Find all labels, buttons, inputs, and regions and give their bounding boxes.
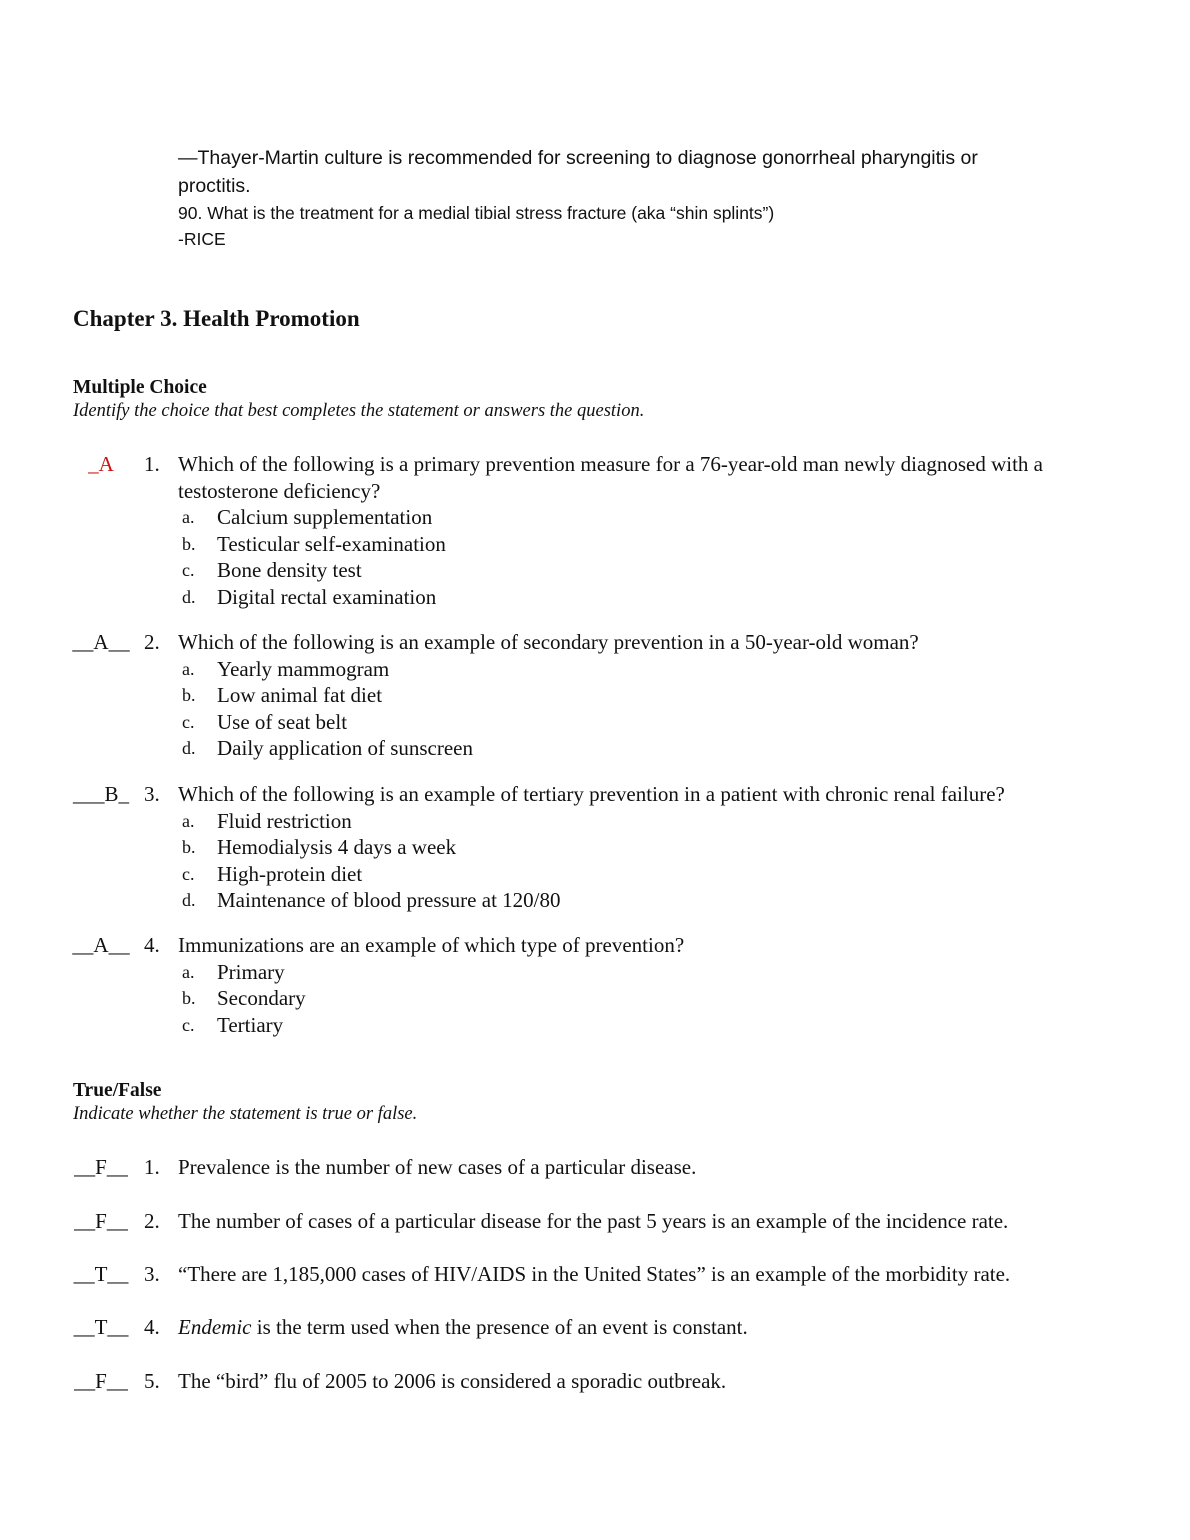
option-text: Secondary xyxy=(217,986,306,1010)
item-statement: The number of cases of a particular disease for the past 5 years is an example of the incidence rate. xyxy=(178,1209,1009,1233)
option-text: High-protein diet xyxy=(217,861,363,886)
item-number: 1. xyxy=(144,1155,160,1179)
option-letter: a. xyxy=(182,507,195,527)
question-number: 1. xyxy=(144,452,160,476)
true-false-instruction: Indicate whether the statement is true or false. xyxy=(73,1104,418,1124)
question-number: 4. xyxy=(144,933,160,957)
question-stem: Immunizations are an example of which type of prevention? xyxy=(178,933,685,957)
option-text: Digital rectal examination xyxy=(217,584,437,609)
option-text: Testicular self-examination xyxy=(217,531,446,556)
question-stem: Which of the following is a primary prevention measure for a 76-year-old man newly diagnosed with a testosterone deficiency? xyxy=(178,452,1043,503)
previous-chapter-notes xyxy=(178,144,1108,252)
note-line: proctitis. xyxy=(178,175,251,197)
question-number: 2. xyxy=(144,630,160,654)
option-letter: a. xyxy=(182,961,195,982)
item-number: 5. xyxy=(144,1369,160,1393)
note-answer-90: -RICE xyxy=(178,229,226,249)
item-statement: “There are 1,185,000 cases of HIV/AIDS in the United States” is an example of the morbidity rate. xyxy=(178,1262,1011,1286)
question-stem: Which of the following is an example of tertiary prevention in a patient with chronic renal failure? xyxy=(178,782,1005,806)
option-letter: b. xyxy=(182,533,196,554)
true-false-heading: True/False xyxy=(73,1080,162,1101)
option-text: Tertiary xyxy=(217,1012,284,1037)
answer-blank: __F__ xyxy=(74,1155,128,1179)
answer-blank: __T__ xyxy=(73,1315,129,1339)
option-text: Hemodialysis 4 days a week xyxy=(217,835,457,859)
item-number: 3. xyxy=(144,1262,160,1286)
option-letter: b. xyxy=(182,988,196,1008)
item-number: 4. xyxy=(144,1315,160,1339)
option-letter: b. xyxy=(182,685,196,705)
item-statement: The “bird” flu of 2005 to 2006 is considered a sporadic outbreak. xyxy=(178,1369,727,1393)
option-text: Daily application of sunscreen xyxy=(217,736,473,760)
chapter-title: Chapter 3. Health Promotion xyxy=(73,306,360,331)
option-text: Maintenance of blood pressure at 120/80 xyxy=(217,888,561,912)
item-statement: Prevalence is the number of new cases of a particular disease. xyxy=(178,1155,697,1179)
item-statement: Endemic is the term used when the presence of an event is constant. xyxy=(178,1315,748,1339)
option-letter: a. xyxy=(182,658,195,679)
option-text: Low animal fat diet xyxy=(217,683,383,707)
option-letter: c. xyxy=(182,863,195,884)
option-text: Calcium supplementation xyxy=(217,505,433,529)
answer-blank: __T__ xyxy=(73,1262,129,1286)
question-stem: Which of the following is an example of secondary prevention in a 50-year-old woman? xyxy=(178,630,919,654)
option-letter: c. xyxy=(182,560,195,580)
option-text: Primary xyxy=(217,959,285,984)
option-letter: d. xyxy=(182,586,196,607)
item-number: 2. xyxy=(144,1209,160,1233)
option-letter: b. xyxy=(182,837,196,857)
option-text: Fluid restriction xyxy=(217,808,352,833)
answer-blank: __F__ xyxy=(74,1209,128,1233)
answer-blank: __F__ xyxy=(74,1369,128,1393)
option-letter: a. xyxy=(182,810,195,831)
option-text: Use of seat belt xyxy=(217,709,348,734)
answer-blank: ___B_ xyxy=(72,782,129,806)
answer-blank: __A__ xyxy=(72,630,130,654)
note-question-90: 90. What is the treatment for a medial tibial stress fracture (aka “shin splints”) xyxy=(178,203,775,223)
option-letter: c. xyxy=(182,711,195,732)
option-text: Yearly mammogram xyxy=(217,656,390,681)
option-letter: c. xyxy=(182,1014,195,1035)
answer-blank: _A xyxy=(88,452,114,476)
answer-blank: __A__ xyxy=(72,933,130,957)
option-letter: d. xyxy=(182,738,196,758)
option-letter: d. xyxy=(182,890,196,910)
option-text: Bone density test xyxy=(217,558,362,582)
question-number: 3. xyxy=(144,782,160,806)
multiple-choice-heading: Multiple Choice xyxy=(73,377,207,398)
multiple-choice-instruction: Identify the choice that best completes the statement or answers the question. xyxy=(73,401,645,421)
note-line: —Thayer-Martin culture is recommended for screening to diagnose gonorrheal pharyngitis or xyxy=(178,147,978,169)
